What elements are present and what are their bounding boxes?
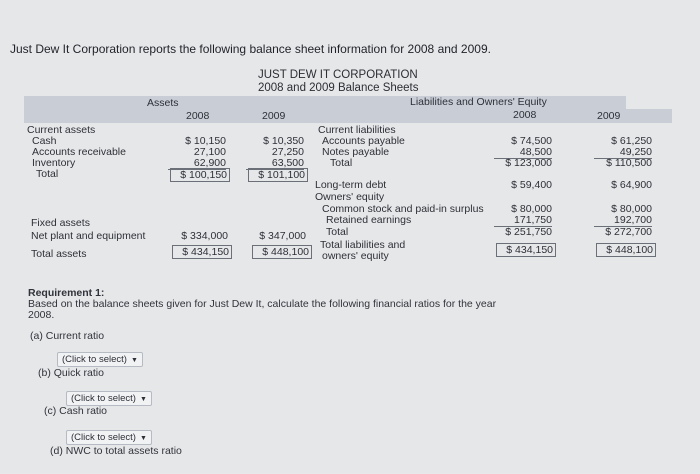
total-liab-oe-2008: $ 434,150 [496, 243, 556, 257]
dropdown-caret-icon: ▼ [130, 357, 138, 364]
np-2008: 48,500 [494, 146, 552, 159]
inventory-2009: 63,500 [246, 157, 304, 170]
cs-2009: $ 80,000 [611, 203, 652, 215]
total-liab-oe-label [320, 240, 405, 262]
common-stock-label: Common stock and paid-in surplus [322, 203, 484, 215]
fixed-assets-label: Fixed assets [31, 217, 90, 229]
current-ratio-label: (a) Current ratio [30, 330, 105, 342]
sheet-subtitle: 2008 and 2009 Balance Sheets [258, 82, 419, 94]
npe-2008: $ 334,000 [181, 230, 228, 242]
total-current-assets-label: Total [36, 168, 59, 180]
ltd-2009: $ 64,900 [611, 179, 652, 191]
ap-2008: $ 74,500 [511, 135, 552, 147]
ap-2009: $ 61,250 [611, 135, 652, 147]
re-2009: 192,700 [594, 214, 652, 227]
cash-label: Cash [32, 135, 57, 147]
total-assets-2008: $ 434,150 [172, 245, 232, 259]
select-text: (Click to select) [71, 432, 136, 443]
dropdown-caret-icon: ▼ [139, 396, 147, 403]
long-term-debt-label: Long-term debt [315, 179, 387, 191]
total-cl-label: Total [330, 157, 353, 169]
total-liab-oe-2009: $ 448,100 [596, 243, 656, 257]
current-liabilities-label: Current liabilities [318, 124, 396, 136]
cash-2008: $ 10,150 [185, 135, 226, 147]
liab-year-2009: 2009 [597, 110, 621, 122]
accounts-payable-label: Accounts payable [322, 135, 405, 147]
cs-2008: $ 80,000 [511, 203, 552, 215]
notes-payable-label: Notes payable [322, 146, 390, 158]
nwc-ratio-label: (d) NWC to total assets ratio [50, 445, 182, 457]
total-assets-label: Total assets [31, 248, 87, 260]
total-cl-2008: $ 123,000 [505, 157, 552, 169]
total-oe-2008: $ 251,750 [505, 226, 552, 238]
total-oe-2009: $ 272,700 [605, 226, 652, 238]
total-assets-2009: $ 448,100 [252, 245, 312, 259]
current-ratio-select[interactable] [57, 352, 143, 367]
quick-ratio-select[interactable] [66, 391, 152, 406]
liabilities-header: Liabilities and Owners' Equity [410, 96, 547, 108]
inventory-label: Inventory [32, 157, 76, 169]
total-liab-oe-line1: Total liabilities and [320, 239, 406, 251]
header-bar-bottom [24, 109, 672, 123]
total-liab-oe-line2: owners' equity [322, 250, 389, 262]
cash-2009: $ 10,350 [263, 135, 304, 147]
accounts-receivable-label: Accounts receivable [32, 146, 126, 158]
assets-year-2009: 2009 [262, 110, 286, 122]
current-assets-label: Current assets [27, 124, 96, 136]
liab-year-2008: 2008 [513, 109, 537, 121]
requirement-year: 2008. [28, 309, 55, 321]
net-plant-label: Net plant and equipment [31, 230, 146, 242]
select-text: (Click to select) [71, 393, 136, 404]
assets-year-2008: 2008 [186, 110, 210, 122]
total-ca-2008: $ 100,150 [170, 168, 230, 182]
dropdown-caret-icon: ▼ [139, 435, 147, 442]
ar-2008: 27,100 [193, 146, 226, 158]
ar-2009: 27,250 [271, 146, 304, 158]
intro-text: Just Dew It Corporation reports the following balance sheet information for 2008 and 2009. [10, 42, 491, 56]
owners-equity-label: Owners' equity [315, 191, 385, 203]
total-ca-2009: $ 101,100 [248, 168, 308, 182]
balance-sheet-title [258, 69, 419, 95]
company-name: JUST DEW IT CORPORATION [258, 69, 418, 81]
quick-ratio-label: (b) Quick ratio [38, 367, 104, 379]
ltd-2008: $ 59,400 [511, 179, 552, 191]
total-oe-label: Total [326, 226, 349, 238]
cash-ratio-select[interactable] [66, 430, 152, 445]
requirement-text: Based on the balance sheets given for Just Dew It, calculate the following financial ratios for the year [28, 298, 497, 310]
npe-2009: $ 347,000 [259, 230, 306, 242]
requirement-title: Requirement 1: [28, 287, 105, 299]
np-2009: 49,250 [594, 146, 652, 159]
retained-earnings-label: Retained earnings [326, 214, 412, 226]
re-2008: 171,750 [494, 214, 552, 227]
cash-ratio-label: (c) Cash ratio [44, 405, 108, 417]
inventory-2008: 62,900 [168, 157, 226, 170]
assets-header: Assets [147, 97, 179, 109]
total-cl-2009: $ 110,500 [606, 157, 652, 169]
select-text: (Click to select) [62, 354, 127, 365]
